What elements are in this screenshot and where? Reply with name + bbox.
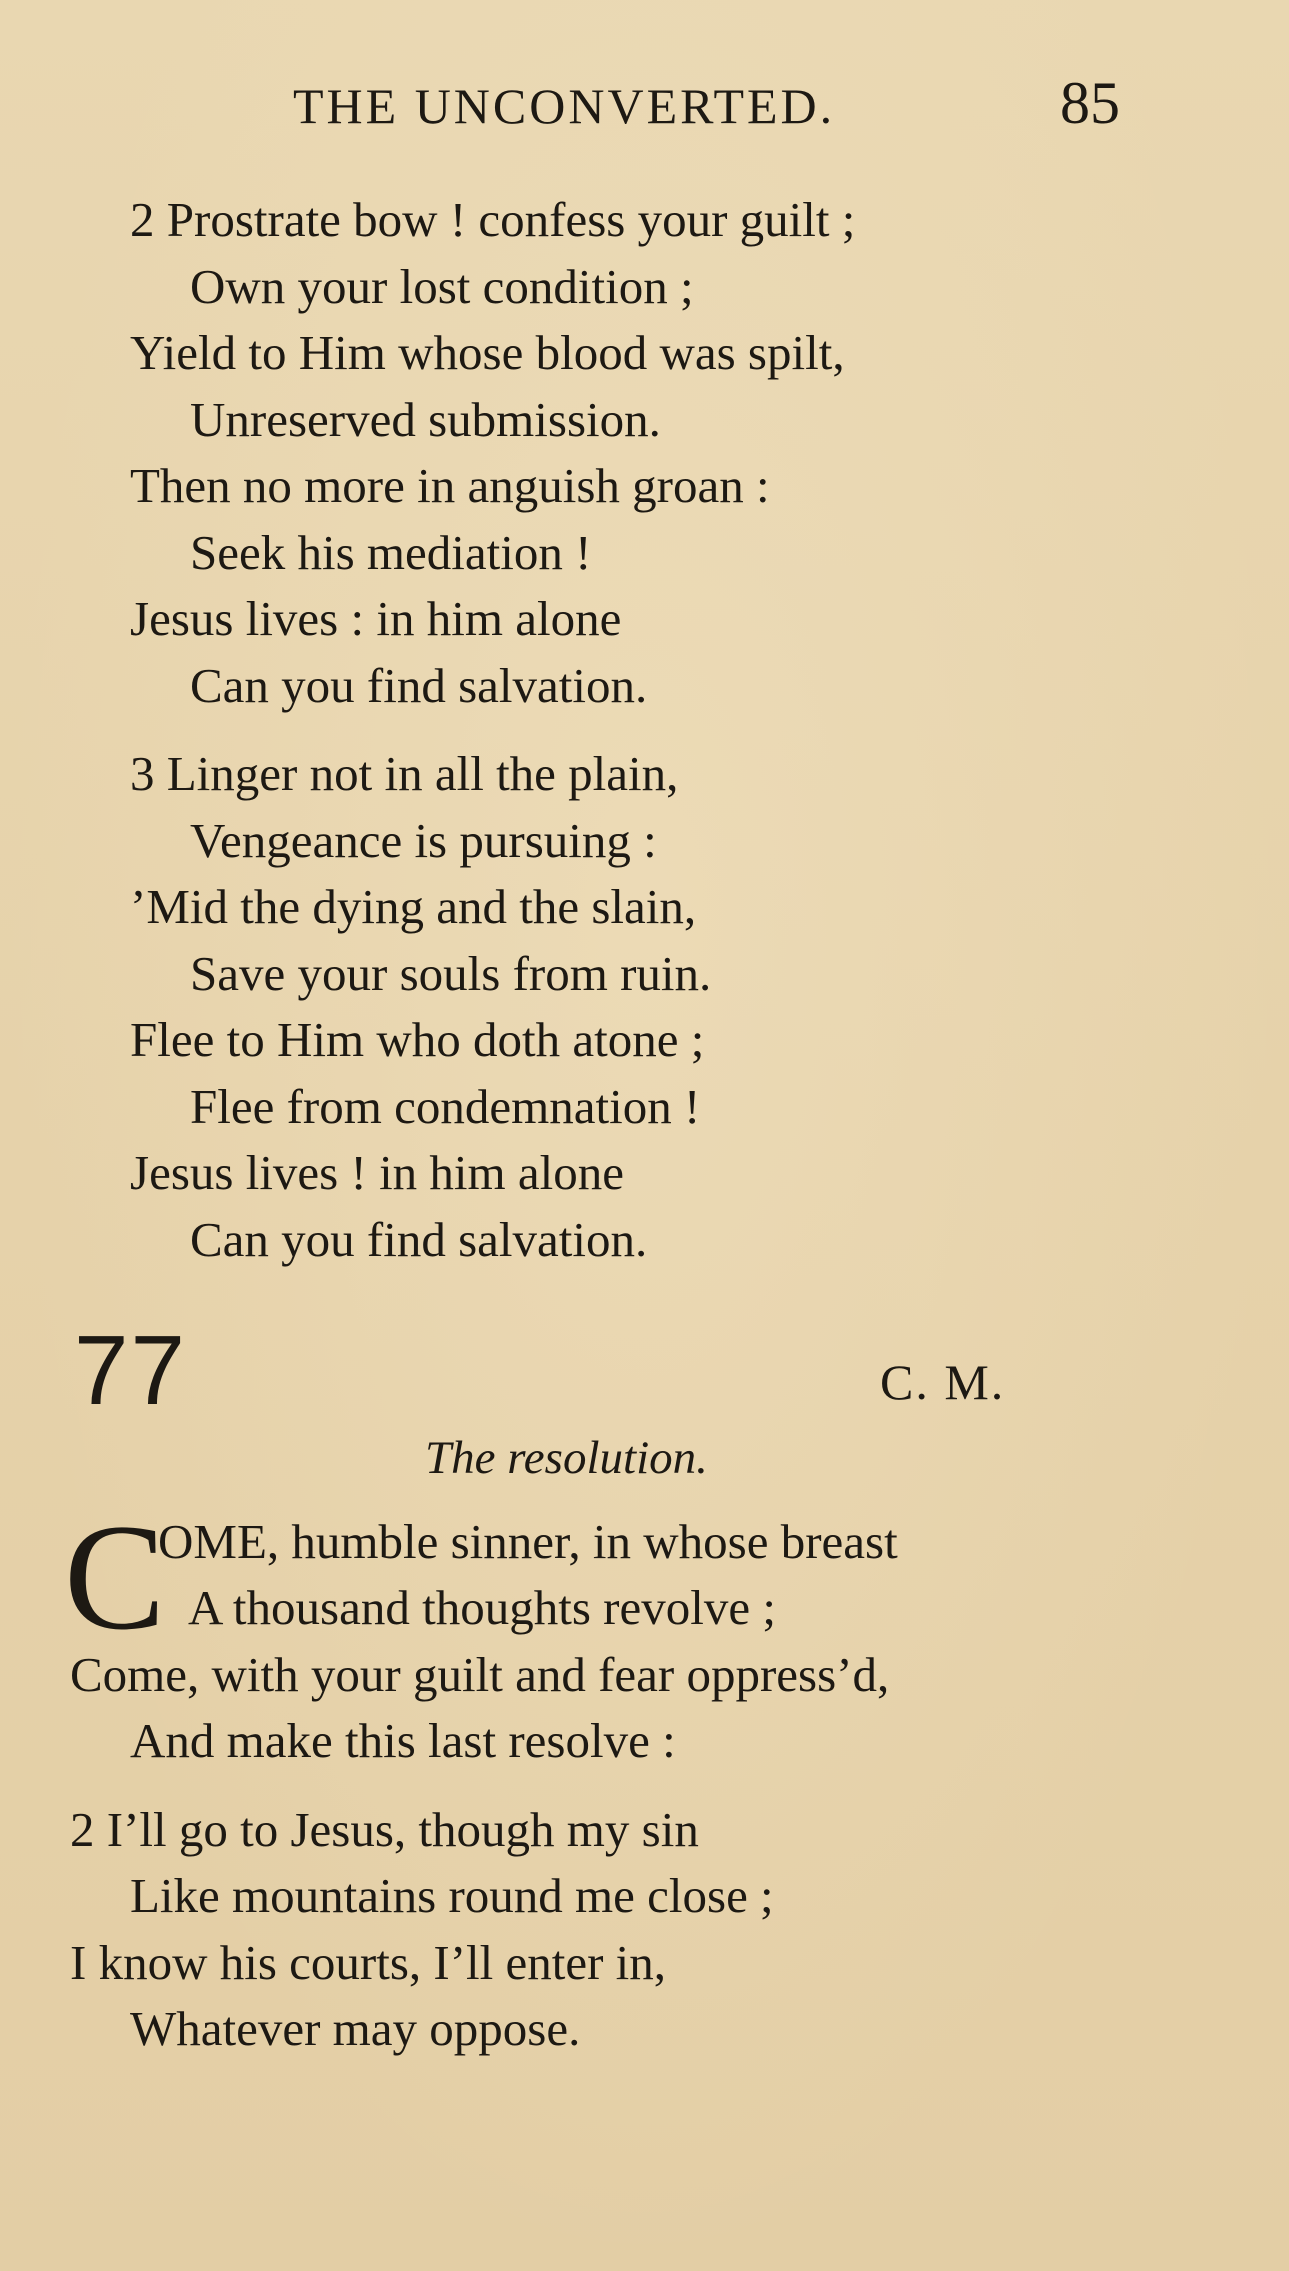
verse-line: Can you find salvation. — [190, 658, 648, 713]
verse-line: Flee from condemnation ! — [190, 1079, 701, 1134]
verse-line: Whatever may oppose. — [130, 2001, 581, 2056]
verse-line: And make this last resolve : — [130, 1713, 676, 1768]
verse-line: Jesus lives ! in him alone — [130, 1145, 625, 1200]
verse-line: Jesus lives : in him alone — [130, 591, 622, 646]
verse-line: A thousand thoughts revolve ; — [188, 1580, 776, 1635]
verse-line: 2 I’ll go to Jesus, though my sin — [70, 1802, 699, 1857]
verse-line: 2 Prostrate bow ! confess your guilt ; — [130, 192, 856, 247]
verse-line: 3 Linger not in all the plain, — [130, 746, 679, 801]
page-number: 85 — [1060, 70, 1120, 136]
verse-line: Like mountains round me close ; — [130, 1868, 774, 1923]
hymn-number: 77 — [74, 1315, 188, 1425]
verse-line: Seek his mediation ! — [190, 525, 592, 580]
verse-line: OME, humble sinner, in whose breast — [158, 1514, 898, 1569]
verse-line: Vengeance is pursuing : — [190, 813, 657, 868]
hymn-meter: C. M. — [880, 1354, 1006, 1410]
verse-line: I know his courts, I’ll enter in, — [70, 1935, 667, 1990]
verse-line: Then no more in anguish groan : — [130, 458, 770, 513]
hymn-subtitle: The resolution. — [425, 1432, 708, 1484]
verse-line: Can you find salvation. — [190, 1212, 648, 1267]
verse-line: Come, with your guilt and fear oppress’d, — [70, 1647, 890, 1702]
verse-line: Flee to Him who doth atone ; — [130, 1012, 705, 1067]
verse-line: Yield to Him whose blood was spilt, — [130, 325, 845, 380]
verse-line: ’Mid the dying and the slain, — [130, 879, 697, 934]
verse-line: Own your lost condition ; — [190, 259, 694, 314]
verse-line: Save your souls from ruin. — [190, 946, 712, 1001]
running-title: THE UNCONVERTED. — [293, 78, 836, 134]
verse-line: Unreserved submission. — [190, 392, 661, 447]
drop-cap: C — [64, 1493, 166, 1661]
